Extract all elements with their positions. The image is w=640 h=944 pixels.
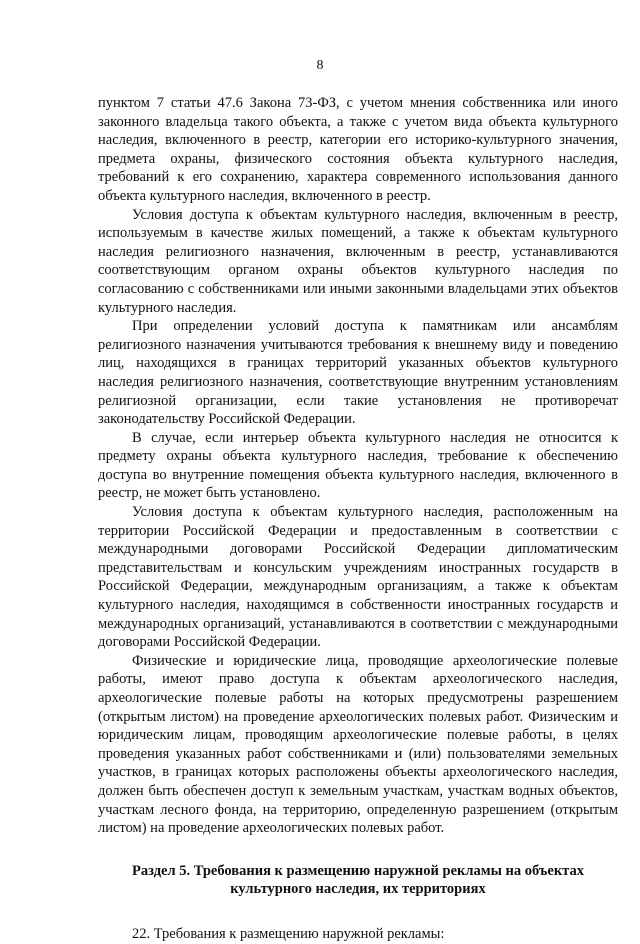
paragraph-access-residential-religious: Условия доступа к объектам культурного наследия, включенным в реестр, используемым в качестве жилых помещений, а также к объектам культурного наследия религиозного назначения, включенным в реестр, устанавливаются соответствующим органом охраны объектов культурного наследия по согласованию с собственниками или иными законными владельцами этих объектов культурного наследия.	[98, 206, 618, 316]
document-body	[98, 94, 618, 944]
list-item-22: 22. Требования к размещению наружной рекламы:	[132, 925, 445, 942]
paragraph-international: Условия доступа к объектам культурного наследия, расположенным на территории Российской Федерации и предоставленным в соответствии с международными договорами Российской Федерации дипломатическим представительствам и консульским учреждениям иностранных государств в Российской Федерации, международным организациям, а также к объектам культурного наследия, находящимся в собственности иностранных государств и международных организаций, устанавливаются в соответствии с международными договорами Российской Федерации.	[98, 504, 618, 651]
paragraph-continuation: пунктом 7 статьи 47.6 Закона 73-ФЗ, с учетом мнения собственника или иного законного владельца такого объекта, а также с учетом вида объекта культурного наследия, включенного в реестр, категории его историко-культурного значения, предмета охраны, физического состояния объекта культурного наследия, требований к его сохранению, характера современного использования данного объекта культурного наследия, включенного в реестр.	[98, 95, 618, 204]
paragraph-religious-monuments: При определении условий доступа к памятникам или ансамблям религиозного назначения учитываются требования к внешнему виду и поведению лиц, находящихся в границах территорий указанных объектов культурного наследия религиозного назначения, соответствующие внутренним установлениям религиозной организации, если такие установления не противоречат законодательству Российской Федерации.	[98, 318, 618, 428]
section-heading: Раздел 5. Требования к размещению наружной рекламы на объектах культурного наследия, их территориях	[132, 862, 584, 898]
page-number: 8	[316, 58, 324, 73]
paragraph-archaeological: Физические и юридические лица, проводящие археологические полевые работы, имеют право доступа к объектам археологического наследия, археологические полевые работы на которых предусмотрены разрешением (открытым листом) на проведение археологических полевых работ. Физическим и юридическим лицам, проводящим археологические полевые работы, в целях проведения указанных работ собственниками и (или) пользователями земельных участков, в границах которых расположены объекты археологического наследия, должен быть обеспечен доступ к земельным участкам, участкам водных объектов, участкам лесного фонда, на территорию, определенную разрешением (открытым листом) на проведение археологических полевых работ.	[98, 652, 618, 837]
paragraph-interior: В случае, если интерьер объекта культурного наследия не относится к предмету охраны объекта культурного наследия, требование к обеспечению доступа во внутренние помещения объекта культурного наследия, включенного в реестр, не может быть установлено.	[98, 429, 618, 502]
